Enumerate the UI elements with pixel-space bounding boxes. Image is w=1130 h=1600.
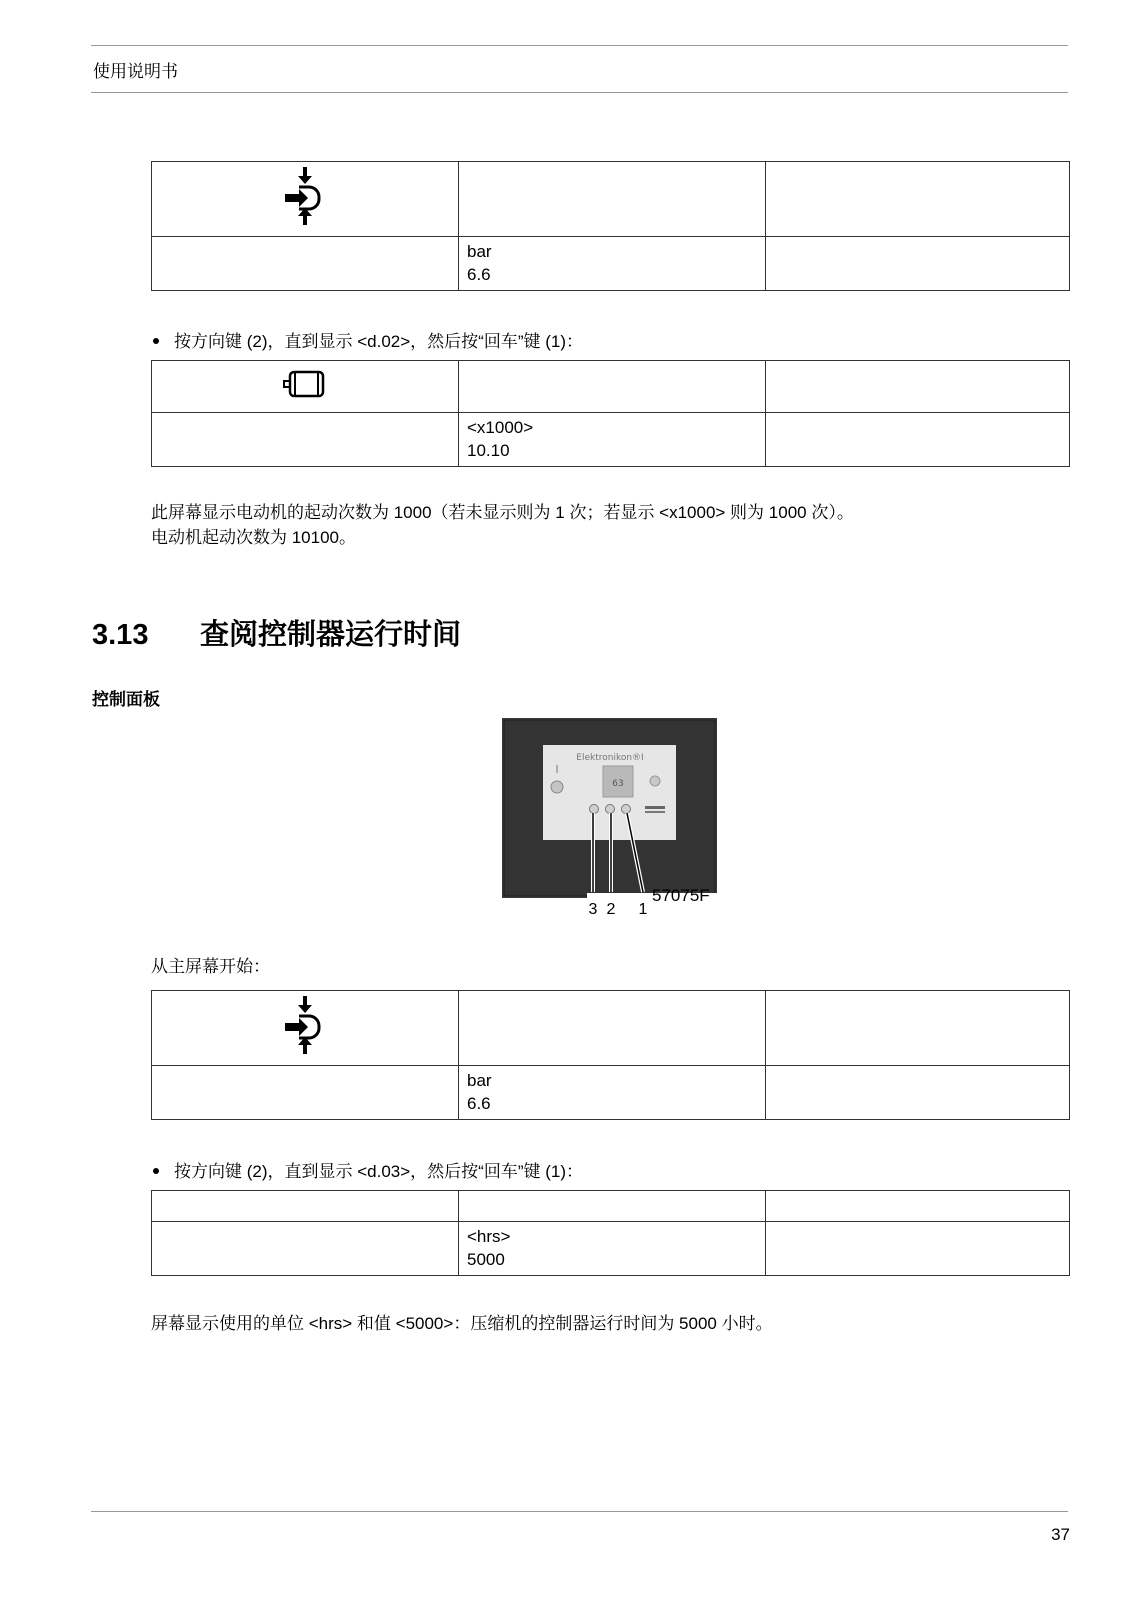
table-cell bbox=[459, 361, 766, 413]
start-instruction: 从主屏幕开始： bbox=[151, 957, 270, 976]
pressure-in-out-icon bbox=[281, 994, 329, 1056]
icon-cell bbox=[152, 361, 459, 413]
value-cell bbox=[459, 1066, 766, 1120]
pressure-in-out-icon bbox=[281, 165, 329, 227]
value-cell bbox=[459, 1222, 766, 1276]
subheading: 控制面板 bbox=[92, 690, 160, 709]
table-cell bbox=[766, 1191, 1070, 1222]
bullet-instruction-1 bbox=[151, 327, 583, 352]
figure-code: 57075F bbox=[652, 886, 710, 905]
bullet-text: 按方向键 (2)，直到显示 <d.03>，然后按“回车”键 (1)： bbox=[174, 1162, 583, 1181]
section-number: 3.13 bbox=[92, 619, 149, 651]
table-cell bbox=[766, 1066, 1070, 1120]
unit-text: <hrs> bbox=[467, 1227, 511, 1246]
header-top-rule bbox=[91, 45, 1068, 46]
table-cell bbox=[766, 991, 1070, 1066]
value-cell bbox=[459, 413, 766, 467]
paragraph-line: 电动机起动次数为 10100。 bbox=[151, 528, 356, 547]
section-heading bbox=[92, 612, 461, 653]
header-bottom-rule bbox=[91, 92, 1068, 93]
control-panel-figure bbox=[502, 718, 717, 923]
value-cell bbox=[459, 237, 766, 291]
value-text: 6.6 bbox=[467, 1094, 491, 1113]
brand-text: Elektronikon®I bbox=[576, 753, 644, 763]
footer-rule bbox=[91, 1511, 1068, 1512]
motor-icon bbox=[280, 369, 330, 399]
callout-2: 2 bbox=[606, 901, 616, 918]
table-cell bbox=[152, 413, 459, 467]
table-cell bbox=[152, 237, 459, 291]
value-text: 10.10 bbox=[467, 441, 510, 460]
table-cell bbox=[459, 1191, 766, 1222]
section-title: 查阅控制器运行时间 bbox=[200, 619, 462, 651]
unit-text: bar bbox=[467, 1071, 492, 1090]
display-table-1 bbox=[151, 161, 1070, 291]
table-cell bbox=[766, 1222, 1070, 1276]
bullet-dot bbox=[153, 1168, 159, 1174]
table-cell bbox=[152, 1222, 459, 1276]
table-cell bbox=[152, 1066, 459, 1120]
unit-text: <x1000> bbox=[467, 418, 534, 437]
display-table-2 bbox=[151, 360, 1070, 467]
table-cell bbox=[766, 237, 1070, 291]
page-number: 37 bbox=[1051, 1525, 1070, 1544]
motor-starts-paragraph bbox=[151, 500, 854, 550]
bullet-dot bbox=[153, 338, 159, 344]
icon-cell bbox=[152, 162, 459, 237]
value-text: 5000 bbox=[467, 1250, 505, 1269]
unit-text: bar bbox=[467, 242, 492, 261]
table-cell bbox=[459, 162, 766, 237]
callout-1: 1 bbox=[638, 901, 648, 918]
display-table-4 bbox=[151, 1190, 1070, 1276]
table-cell bbox=[766, 162, 1070, 237]
table-cell bbox=[459, 991, 766, 1066]
table-cell bbox=[766, 361, 1070, 413]
runtime-paragraph: 屏幕显示使用的单位 <hrs> 和值 <5000>：压缩机的控制器运行时间为 5000 小时。 bbox=[151, 1314, 773, 1333]
paragraph-line: 此屏幕显示电动机的起动次数为 1000（若未显示则为 1 次；若显示 <x1000> 则为 1000 次）。 bbox=[151, 503, 854, 522]
table-cell bbox=[766, 413, 1070, 467]
display-table-3 bbox=[151, 990, 1070, 1120]
value-text: 6.6 bbox=[467, 265, 491, 284]
table-cell bbox=[152, 1191, 459, 1222]
header-title: 使用说明书 bbox=[93, 62, 178, 81]
callout-3: 3 bbox=[588, 901, 598, 918]
icon-cell bbox=[152, 991, 459, 1066]
display-value: 63 bbox=[612, 779, 624, 789]
bullet-text: 按方向键 (2)，直到显示 <d.02>，然后按“回车”键 (1)： bbox=[174, 332, 583, 351]
bullet-instruction-2 bbox=[151, 1157, 583, 1182]
